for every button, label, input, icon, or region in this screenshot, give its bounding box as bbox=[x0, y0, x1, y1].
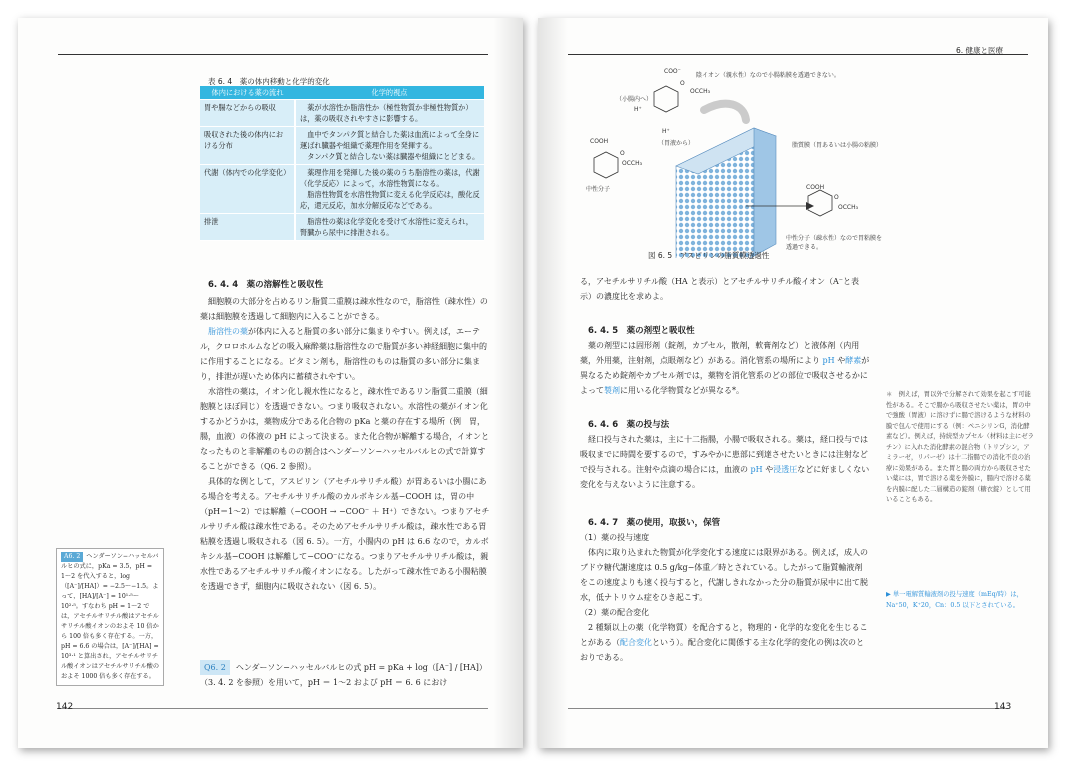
table-row: 吸収された後の体内における分布 血中でタンパク質と結合した薬は血流によって全身に運ばれ臓器や組織で薬理作用を発揮する。 タンパク質と結合しない薬は臓器や組織にとどまる。 bbox=[200, 127, 484, 165]
page-number-right: 143 bbox=[994, 702, 1012, 712]
table-caption: 表 6. 4 薬の体内移動と化学的変化 bbox=[208, 77, 330, 86]
section-645-body: 薬の剤型には固形剤（錠剤，カプセル，散剤，軟膏剤など）と液体剤（内用薬，外用薬，注射剤，点眼剤など）がある。消化管系の場所により pH や酵素が異なるため錠剤やカプセル剤では，薬物を消化管系のどの部位で吸収させるかによって製剤に用いる化学物質などが異なる*。 bbox=[580, 341, 870, 395]
label-neutral: 中性分子 bbox=[586, 186, 611, 193]
question-continuation: る，アセチルサリチル酸（HA と表示）とアセチルサリチル酸イオン（A⁻と表示）の濃度比を求めよ。 bbox=[580, 277, 859, 301]
question-q62: Q6. 2 ヘンダーソン−ハッセルバルヒの式 pH = pKa + log（[A⁻] / [HA]）（3. 4. 2 を参照）を用いて，pH ＝ 1〜2 および pH ＝ 6. 6 におけ bbox=[200, 660, 490, 690]
section-heading-647: 6. 4. 7 薬の使用，取扱い，保管 bbox=[588, 518, 721, 528]
right-page bbox=[538, 18, 1048, 748]
margin-note: ＊ 例えば，胃以外で分解されて効果を起こす可能性がある。そこで腸から吸収させたい薬は，胃の中で強酸（胃液）に溶けずに腸で溶けるような材料の膜で包んで使用にする（例：ペニシリンG，消化酵素など）。例えば，持続型カプセル（材料は主にゼラチン）に入れた消化酵素の混合物（トリプシン，アミラーゼ，リパーゼ）は十二指腸での消化不良の治療に効果がある。また胃と腸の両方から吸収させたい薬には，胃で溶ける薬を外膜に，腸内で溶ける薬を内膜に配した二層構造の錠剤（糖衣錠）として用いることもある。 bbox=[886, 391, 1034, 503]
top-rule bbox=[58, 54, 488, 55]
table-row: 胃や腸などからの吸収 薬が水溶性か脂溶性か（極性物質か非極性物質か）は，薬の吸収されやすさに影響する。 bbox=[200, 100, 484, 127]
page-number-left: 142 bbox=[56, 702, 74, 712]
term-link[interactable]: 酵素 bbox=[845, 356, 862, 365]
table-row: 代謝（体内での化学変化） 薬理作用を発揮した後の薬のうち脂溶性の薬は，代謝（化学反応）によって，水溶性物質になる。 脂溶性物質を水溶性物質に変える化学反応は，酸化反応，還元反応，加水分解反応などである。 bbox=[200, 165, 484, 214]
table-header-view: 化学的視点 bbox=[295, 86, 484, 100]
section-644-body: 細胞膜の大部分を占めるリン脂質二重膜は疎水性なので，脂溶性（疎水性）の薬は細胞膜を透過して細胞内に入ることができる。 脂溶性の薬が体内に入ると脂質の多い部分に集まりやすい。例えば，エーテル，クロロホルムなどの吸入麻酔薬は脂溶性なので脂質が多い神経細胞に集中的に作用することになる。ビタミン剤も，脂溶性のものは脂質の多い部分に集まり，排泄が遅いため体内に蓄積されやすい。 水溶性の薬は，イオン化し親水性になると，疎水性であるリン脂質二重膜（細胞膜とほぼ同じ）を透過できない。つまり吸収されない。水溶性の薬がイオン化するかどうかは，薬物成分である化合物の pKa と薬の存在する場所（例 胃，腸，血液）の体液の pH によって決まる。また化合物が解離する場合，イオンとなったものと非解離のものの割合はヘンダーソン−ハッセルバルヒの式で計算することができる（Q6. 2 参照）。 具体的な例として，アスピリン（アセチルサリチル酸）が胃あるいは小腸にある場合を考える。アセチルサリチル酸のカルボキシル基−COOH は，胃の中（pH＝1〜2）では解離（−COOH → −COO⁻ ＋ H⁺）できない。つまりアセチルサリチル酸は疎水性である。そのためアセチルサリチル酸は，疎水性である胃粘膜を透過し吸収される（図 6. 5）。一方，小腸内の pH は 6.6 なので，カルボキシル基−COOH は解離して−COO⁻になる。つまりアセチルサリチル酸は，親水性であるアセチルサリチル酸イオンになる。したがって疎水性である小腸粘膜を透過できず，細胞内に吸収されない（図 6. 5）。 bbox=[200, 297, 490, 591]
term-link[interactable]: 製剤 bbox=[604, 386, 620, 395]
label-through: 中性分子（疎水性）なので胃粘膜を透過できる。 bbox=[786, 235, 883, 251]
label-membrane: 脂質膜（胃あるいは小腸の粘膜） bbox=[792, 142, 883, 149]
figure-caption: 図 6. 5 アスピリンの脂質膜透過性 bbox=[648, 251, 770, 260]
running-head: 6. 健康と医療 bbox=[956, 46, 1004, 55]
section-heading-645: 6. 4. 5 薬の剤型と吸収性 bbox=[588, 326, 695, 336]
bottom-rule bbox=[58, 708, 488, 709]
table-row: 排泄 脂溶性の薬は化学変化を受けて水溶性に変えられ，腎臓から尿中に排泄される。 bbox=[200, 214, 484, 241]
left-page bbox=[18, 18, 523, 748]
term-link[interactable]: 浸透圧 bbox=[773, 465, 798, 474]
drug-table bbox=[200, 86, 484, 241]
margin-note-infusion: ▶ 単一電解質輸液剤の投与速度（mEq/時）は，Na⁺50，K⁺20，Cn：0.5 以下とされている。 bbox=[886, 591, 1023, 609]
label-ion: 陰イオン（親水性）なので小腸粘膜を透過できない。 bbox=[696, 72, 840, 79]
answer-tag: A6. 2 bbox=[61, 552, 83, 562]
section-646-body: 経口投与された薬は，主に十二指腸，小腸で吸収される。薬は，経口投与では吸収までに時間を要するので，すみやかに患部に到達させたいときには注射などで投与される。注射や点滴の場合には，血液の pH や浸透圧などに好ましくない変化を与えないように注意する。 bbox=[580, 435, 870, 489]
bottom-rule-right bbox=[568, 708, 1008, 709]
term-link[interactable]: 脂溶性の薬 bbox=[208, 327, 248, 336]
section-647-body: （1）薬の投与速度 体内に取り込まれた物質が化学変化する速度には限界がある。例えば，成人のブドウ糖代謝速度は 0.5 g/kg−体重／時とされている。したがって脂質輸液剤をこの速度よりも速く投与すると，代謝しきれなかった分の脂質が尿中に出て脱水，低ナトリウム症をひき起こす。 （2）薬の配合変化 2 種類以上の薬（化学物質）を配合すると，物理的・化学的な変化を生じることがある（配合変化という）。配合変化に関係する主な化学的変化の例は次のとおりである。 bbox=[580, 530, 870, 665]
figure-aspirin-membrane: COO⁻ O OCCH₃ 陰イオン（親水性）なので小腸粘膜を透過できない。 （小腸内へ） H⁺ H⁺ （胃液から） COOH O OCCH₃ 中性分子 脂質膜（胃あるいは小腸の粘膜） COOH O OCCH₃ 中性分子（疎水性）なので胃粘膜を透過できる。 bbox=[576, 66, 886, 258]
term-link[interactable]: pH bbox=[822, 356, 835, 365]
section-heading-644: 6. 4. 4 薬の溶解性と吸収性 bbox=[208, 280, 324, 290]
section-heading-646: 6. 4. 6 薬の投与法 bbox=[588, 420, 670, 430]
term-link[interactable]: 配合変化 bbox=[620, 638, 652, 647]
question-tag: Q6. 2 bbox=[200, 660, 230, 675]
table-header-stage: 体内における薬の流れ bbox=[200, 86, 295, 100]
subheading-mixing: （2）薬の配合変化 bbox=[580, 608, 650, 617]
subheading-speed: （1）薬の投与速度 bbox=[580, 533, 650, 542]
term-link[interactable]: pH bbox=[750, 465, 763, 474]
answer-box: A6. 2 ヘンダーソン−ハッセルバルヒの式に，pKa = 3.5，pH = 1〜2 を代入すると，log（[A⁻]/[HA]）= −2.5〜−1.5。よって，[HA]/[A⁻] = 10¹·⁵〜10²·⁵。すなわち pH = 1〜2 では，アセチルサリチル酸はアセチルサリチル酸イオンのおよそ 10 倍から 100 倍も多く存在する。一方，pH = 6.6 の場合は，[A⁻]/[HA] = 10³·¹ と算出され，アセチルサリチル酸イオンはアセチルサリチル酸のおよそ 1000 倍も多く存在する。 bbox=[56, 548, 164, 686]
